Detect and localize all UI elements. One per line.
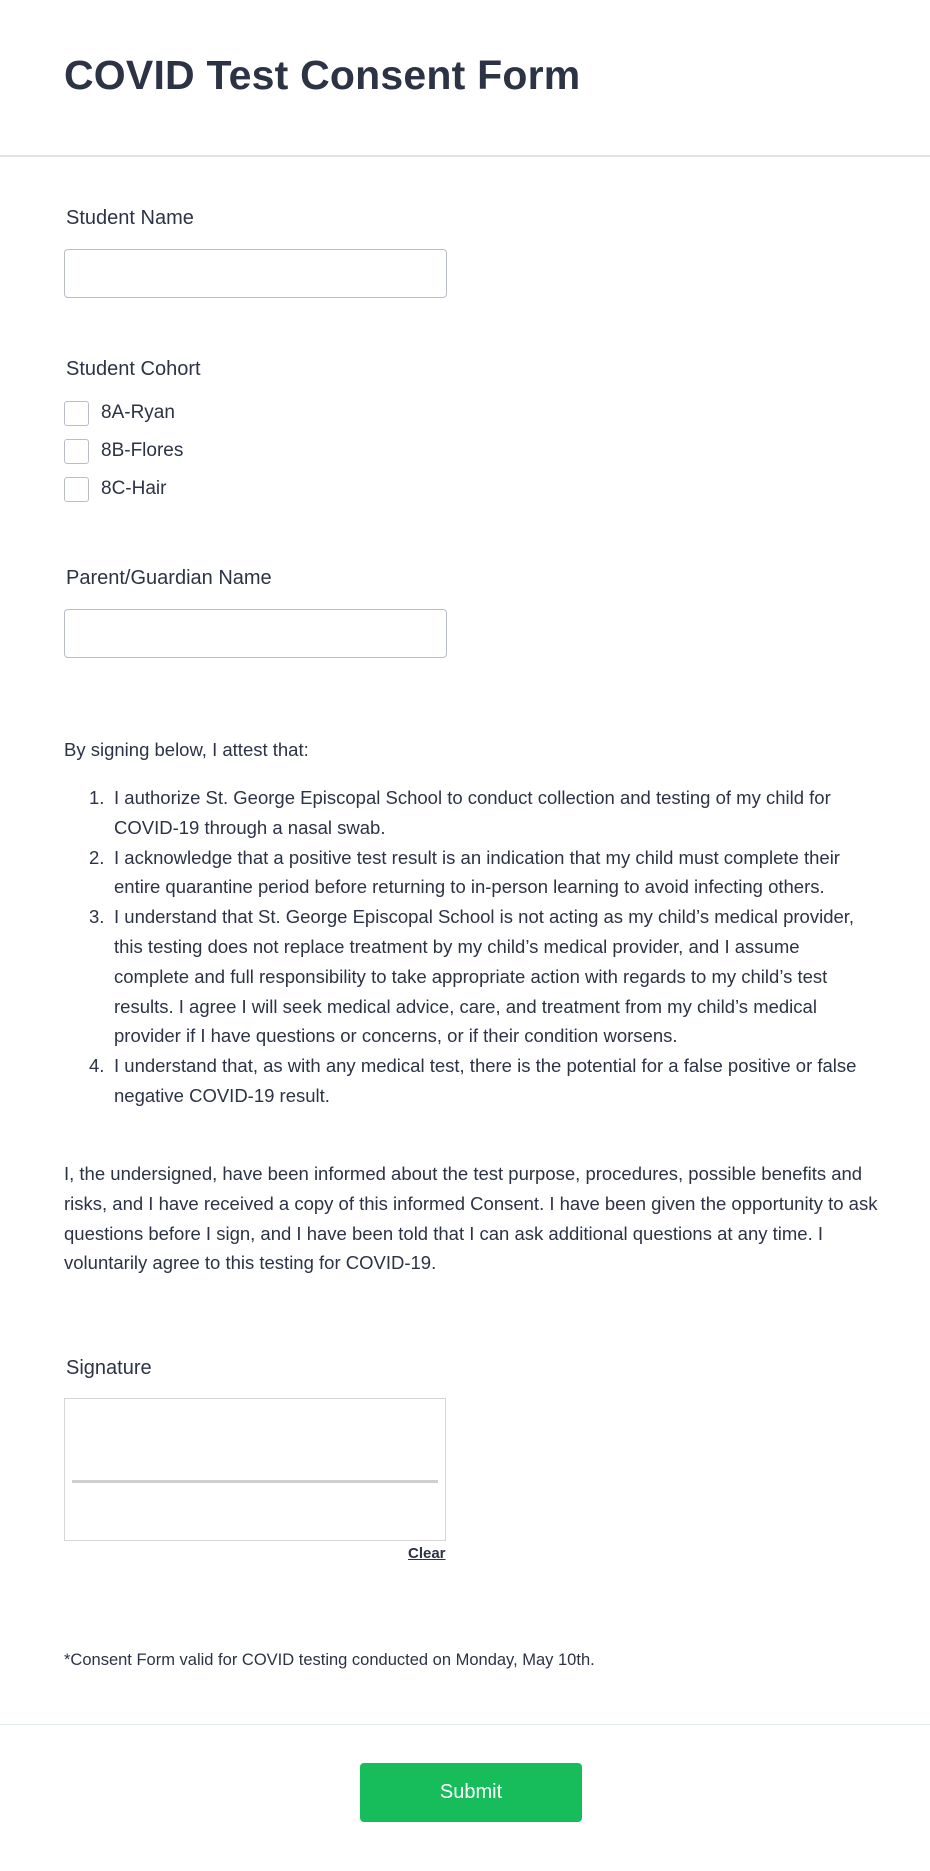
attestation-list [64, 783, 874, 1111]
item-text: I acknowledge that a positive test result is an indication that my child must complete their entire quarantine period before returning to in-person learning to avoid infecting others. [114, 846, 840, 898]
parent-name-label: Parent/Guardian Name [66, 567, 272, 589]
footer-divider [0, 1724, 930, 1725]
item-text: I understand that St. George Episcopal School is not acting as my child’s medical provider, this testing does not replace treatment by my child’s medical provider, and I assume complete and full responsibility to take appropriate action with regards to my child’s test results. I agree I will seek medical advice, care, and treatment from my child’s medical provider if I have questions or concerns, or if their condition worsens. [114, 906, 855, 1047]
checkbox-label: 8A-Ryan [101, 402, 175, 423]
form-header [0, 0, 930, 157]
checkbox-label: 8C-Hair [101, 478, 167, 499]
student-cohort-label: Student Cohort [66, 358, 201, 380]
page-title: COVID Test Consent Form [64, 52, 581, 98]
cohort-option-8c-hair[interactable] [64, 476, 166, 502]
attestation-item [64, 902, 874, 1051]
checkbox[interactable] [64, 401, 89, 426]
attestation-item [64, 843, 874, 903]
cohort-option-8b-flores[interactable] [64, 438, 183, 464]
attestation-item [64, 1051, 874, 1111]
parent-name-input[interactable] [64, 609, 447, 658]
attestation-item [64, 783, 874, 843]
checkbox-label: 8B-Flores [101, 440, 184, 461]
signature-baseline [72, 1480, 438, 1483]
item-number: 2. [89, 846, 105, 868]
consent-intro: By signing below, I attest that: [64, 739, 309, 760]
footnote: *Consent Form valid for COVID testing conducted on Monday, May 10th. [64, 1651, 595, 1669]
checkbox[interactable] [64, 439, 89, 464]
item-number: 4. [89, 1055, 105, 1077]
item-number: 1. [89, 787, 105, 808]
student-name-input[interactable] [64, 249, 447, 298]
signature-pad[interactable] [64, 1398, 446, 1541]
consent-closing: I, the undersigned, have been informed about the test purpose, procedures, possible benefits and risks, and I have received a copy of this informed Consent. I have been given the opportunity to ask questions before I sign, and I have been told that I can ask additional questions at any time. I voluntarily agree to this testing for COVID-19. [64, 1163, 878, 1274]
checkbox[interactable] [64, 477, 89, 502]
cohort-option-8a-ryan[interactable] [64, 400, 175, 426]
item-number: 3. [89, 906, 105, 928]
item-text: I understand that, as with any medical test, there is the potential for a false positive or false negative COVID-19 result. [114, 1055, 857, 1106]
submit-button[interactable]: Submit [360, 1763, 582, 1822]
clear-signature-link[interactable]: Clear [408, 1545, 446, 1562]
item-text: I authorize St. George Episcopal School to conduct collection and testing of my child for COVID-19 through a nasal swab. [114, 787, 831, 838]
signature-label: Signature [66, 1357, 152, 1379]
student-name-label: Student Name [66, 207, 194, 229]
